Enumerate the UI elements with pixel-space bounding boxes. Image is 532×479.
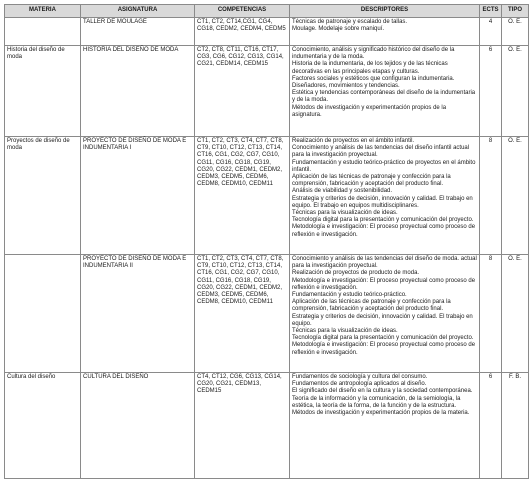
cell-materia [5, 255, 81, 373]
header-ects: ECTS [480, 5, 502, 18]
cell-materia: Historia del diseño de moda [5, 46, 81, 137]
descriptor-line: Realización de proyectos de producto de moda. [292, 270, 420, 277]
header-competencias: COMPETENCIAS [195, 5, 290, 18]
table-row [5, 46, 529, 137]
cell-ects: 6 [480, 46, 502, 137]
header-row [5, 5, 529, 18]
cell-asignatura: CULTURA DEL DISEÑO [81, 373, 195, 479]
header-materia: MATERIA [5, 5, 81, 18]
curriculum-table [4, 4, 529, 479]
table-row [5, 18, 529, 46]
cell-tipo: O. E. [502, 255, 529, 373]
cell-descriptores [290, 255, 480, 373]
cell-ects: 8 [480, 255, 502, 373]
descriptor-line: Métodos de investigación y experimentación propios de la materia. [292, 410, 470, 417]
cell-competencias: CT2, CT8, CT11, CT16, CT17, CG3, CG6, CG12, CG13, CG14, CG21, CEDM14, CEDM15 [195, 46, 290, 137]
descriptor-line: Técnicas para la visualización de ideas. [292, 210, 398, 217]
descriptor-line: Técnicas para la visualización de ideas. [292, 328, 398, 335]
cell-tipo: O. E. [502, 46, 529, 137]
cell-competencias: CT1, CT2, CT14,CG1, CG4, CG18, CEDM2, CEDM4, CEDM5 [195, 18, 290, 46]
cell-tipo: O. E. [502, 137, 529, 255]
cell-descriptores [290, 373, 480, 479]
descriptor-line: Estética y tendencias contemporáneas del diseño de la indumentaria y de la moda. [292, 90, 476, 104]
descriptor-line: Factores sociales y estéticos que configuran la indumentaria. [292, 75, 455, 82]
descriptor-line: Conocimiento y análisis de las tendencias del diseño de moda. actual para la investigación proyectual. [292, 256, 477, 270]
table-row [5, 137, 529, 255]
descriptor-line: Historia de la indumentaria, de los tejidos y de las técnicas decorativas en las principales etapas y culturas. [292, 61, 448, 75]
cell-descriptores [290, 137, 480, 255]
descriptor-line: Técnicas de patronaje y escalado de tallas. [292, 19, 408, 25]
cell-tipo: O. E. [502, 18, 529, 46]
cell-asignatura: PROYECTO DE DISEÑO DE MODA E INDUMENTARIA II [81, 255, 195, 373]
descriptor-line: Diseñadores, movimientos y tendencias. [292, 83, 400, 90]
table-row [5, 255, 529, 373]
cell-asignatura: PROYECTO DE DISEÑO DE MODA E INDUMENTARIA I [81, 137, 195, 255]
descriptor-line: Métodos de investigación y experimentación propios de la asignatura. [292, 104, 447, 118]
cell-ects: 6 [480, 373, 502, 479]
descriptor-line: Fundamentación y estudio teórico-práctico. [292, 292, 407, 299]
descriptor-line: Estrategia y criterios de decisión, innovación y calidad. El trabajo en equipo. El trabajo en equipos multidisciplinares. [292, 195, 473, 209]
cell-ects: 4 [480, 18, 502, 46]
descriptor-line: Fundamentación y estudio teórico-práctico de proyectos en el ámbito infantil. [292, 159, 476, 173]
cell-materia [5, 18, 81, 46]
cell-competencias: CT1, CT2, CT3, CT4, CT7, CT8, CT9, CT10, CT12, CT13, CT14, CT16, CG1, CG2, CG7, CG10, CG11, CG16, CG18, CG19, CG20, CG22, CEDM1, CEDM2, CEDM3, CEDM5, CEDM6, CEDM8, CEDM10, CEDM11 [195, 255, 290, 373]
descriptor-line: Tecnología digital para la presentación y comunicación del proyecto. [292, 335, 474, 342]
cell-descriptores [290, 46, 480, 137]
descriptor-line: Metodología e investigación: El proceso proyectual como proceso de reflexión e investigación. [292, 224, 476, 238]
cell-descriptores [290, 18, 480, 46]
cell-competencias: CT1, CT2, CT3, CT4, CT7, CT8, CT9, CT10, CT12, CT13, CT14, CT16, CG1, CG2, CG7, CG10, CG11, CG16, CG18, CG19, CG20, CG22, CEDM1, CEDM2, CEDM3, CEDM5, CEDM6, CEDM8, CEDM10, CEDM11 [195, 137, 290, 255]
descriptor-line: Teoría de la información y la comunicación, de la semiología, la estética, la teoría de la forma, de la función y de la estructura. [292, 395, 461, 409]
descriptor-line: Aplicación de las técnicas de patronaje y confección para la comprensión, fabricación y aceptación del producto final. [292, 299, 451, 313]
descriptor-line: Estrategia y criterios de decisión, innovación y calidad. El trabajo en equipo. [292, 313, 473, 327]
header-tipo: TIPO [502, 5, 529, 18]
descriptor-line: Aplicación de las técnicas de patronaje y confección para la comprensión, fabricación y aceptación del producto final. [292, 174, 451, 188]
descriptor-line: El significado del diseño en la cultura y la sociedad contemporánea. [292, 388, 473, 395]
cell-materia: Proyectos de diseño de moda [5, 137, 81, 255]
descriptor-line: Tecnología digital para la presentación y comunicación del proyecto. [292, 217, 474, 224]
descriptor-line: Metodología e investigación: El proceso proyectual como proceso de reflexión e investigación. [292, 342, 476, 356]
cell-asignatura: TALLER DE MOULAGE [81, 18, 195, 46]
header-asignatura: ASIGNATURA [81, 5, 195, 18]
descriptor-line: Fundamentos de sociología y cultura del consumo. [292, 374, 428, 380]
cell-tipo: F. B. [502, 373, 529, 479]
cell-ects: 8 [480, 137, 502, 255]
descriptor-line: Conocimiento y análisis de las tendencias del diseño infantil actual para la investigación proyectual. [292, 145, 470, 159]
descriptor-line: Análisis de viabilidad y sostenibilidad. [292, 188, 393, 195]
header-descriptores: DESCRIPTORES [290, 5, 480, 18]
cell-asignatura: HISTORIA DEL DISEÑO DE MODA [81, 46, 195, 137]
table-row [5, 373, 529, 479]
cell-materia: Cultura del diseño [5, 373, 81, 479]
descriptor-line: Fundamentos de antropología aplicados al diseño. [292, 381, 427, 388]
descriptor-line: Realización de proyectos en el ámbito infantil. [292, 138, 415, 144]
descriptor-line: Conocimiento, análisis y significado histórico del diseño de la indumentaria y de la moda. [292, 47, 455, 61]
curriculum-table-container [4, 4, 528, 479]
descriptor-line: Metodología e investigación: El proceso proyectual como proceso de reflexión e investigación. [292, 277, 476, 291]
descriptor-line: Moulage. Modelaje sobre maniquí. [292, 26, 385, 33]
cell-competencias: CT4, CT12, CG6, CG13, CG14, CG20, CG21, CEDM13, CEDM15 [195, 373, 290, 479]
